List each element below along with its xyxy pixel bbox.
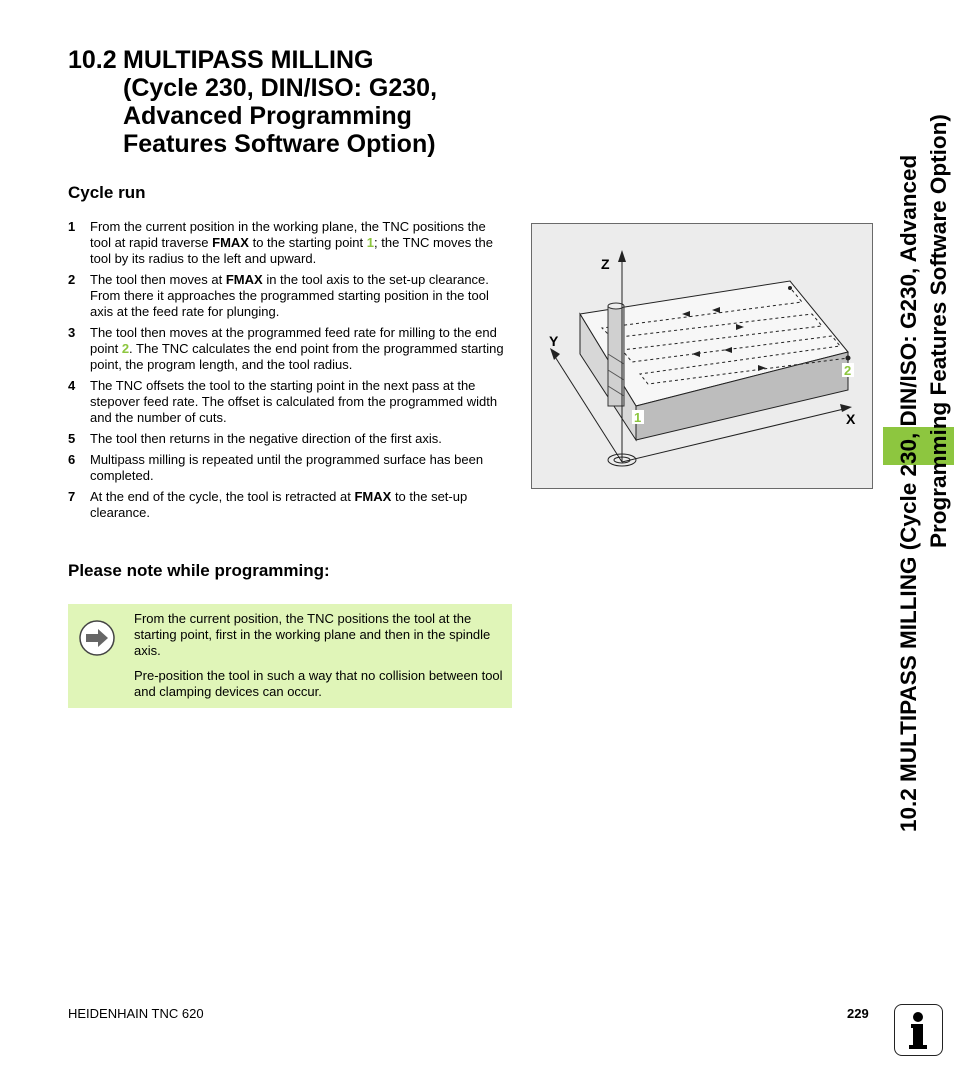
step-number: 6 [68,452,76,467]
z-arrow [618,250,626,262]
note-text [134,611,506,709]
y-arrow [550,348,560,360]
step-2 [68,272,510,320]
note-paragraph-2: Pre-position the tool in such a way that no collision between tool and clamping devices can occur. [134,668,503,699]
step-5 [68,431,510,447]
axis-y-label: Y [549,333,559,349]
note-box [68,604,512,708]
title-line-4: Features Software Option) [123,130,436,158]
note-paragraph-1: From the current position, the TNC positions the tool at the starting point, first in the working plane and then in the spindle axis. [134,611,491,658]
step-1 [68,219,510,267]
end-dot [846,356,851,361]
step-number: 2 [68,272,76,287]
side-tab-line-2: Programming Features Software Option) [926,114,951,548]
point-2-label: 2 [844,363,852,378]
step-4 [68,378,510,426]
step-text: The TNC offsets the tool to the starting point in the next pass at the stepover feed rate. The offset is calculated from the programmed width and the number of cuts. [90,378,498,425]
step-text: Multipass milling is repeated until the programmed surface has been completed. [90,452,484,483]
title-line-3: Advanced Programming [123,102,412,130]
step-number: 1 [68,219,76,234]
milling-diagram [532,224,872,488]
step-text: From the current position in the working plane, the TNC positions the tool at rapid traverse FMAX to the starting point 1; the TNC moves the tool by its radius to the left and upward. [90,219,493,266]
step-text: At the end of the cycle, the tool is retracted at FMAX to the set-up clearance. [90,489,468,520]
multipass-milling-figure [531,223,873,489]
step-text: The tool then moves at FMAX in the tool axis to the set-up clearance. From there it approaches the programmed starting position in the tool axis at the feed rate for plunging. [90,272,489,319]
page-number: 229 [847,1006,869,1021]
title-line-2: (Cycle 230, DIN/ISO: G230, [123,74,438,102]
section-number: 10.2 [68,46,117,74]
footer-manual: HEIDENHAIN TNC 620 [68,1006,204,1021]
arrow-right-icon [78,619,116,657]
point-1-label: 1 [634,410,642,425]
step-number: 4 [68,378,76,393]
step-number: 5 [68,431,76,446]
cycle-steps-list [68,219,510,526]
side-tab-line-1: 10.2 MULTIPASS MILLING (Cycle 230, DIN/ISO: G230, Advanced [896,154,921,832]
step-number: 7 [68,489,76,504]
info-glyph [895,1005,941,1054]
step-text: The tool then returns in the negative direction of the first axis. [90,431,442,446]
step-6 [68,452,510,484]
cycle-run-heading: Cycle run [68,183,146,202]
axis-x-label: X [846,411,856,427]
page-title [68,46,488,158]
side-tab-title [880,40,954,870]
info-icon[interactable] [894,1004,943,1056]
start-dot [788,286,792,290]
step-3 [68,325,510,373]
notes-heading: Please note while programming: [68,561,330,580]
title-line-1: MULTIPASS MILLING [123,46,374,74]
step-number: 3 [68,325,76,340]
step-text: The tool then moves at the programmed feed rate for milling to the end point 2. The TNC calculates the end point from the programmed starting point, the program length, and the tool radius. [90,325,504,372]
step-7 [68,489,510,521]
axis-z-label: Z [601,256,610,272]
